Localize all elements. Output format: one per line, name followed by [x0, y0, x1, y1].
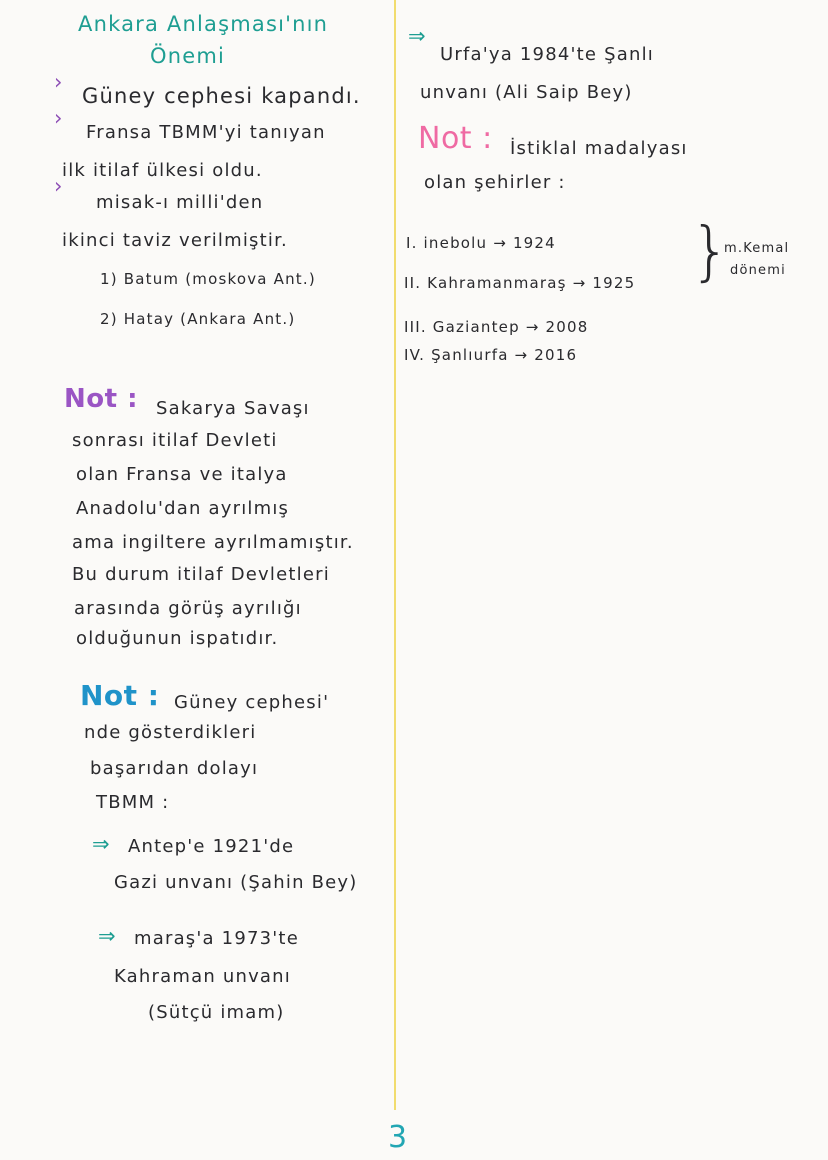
award-2-line-1: maraş'a 1973'te — [134, 928, 299, 949]
item-4: misak-ı milli'den — [96, 192, 264, 213]
city-item: I. inebolu → 1924 — [406, 234, 556, 252]
brace-note-line-1: m.Kemal — [724, 241, 790, 256]
column-divider — [394, 0, 396, 1110]
item-3: ilk itilaf ülkesi oldu. — [62, 160, 263, 181]
bullet-marker: › — [54, 70, 64, 94]
award-1-line-1: Antep'e 1921'de — [128, 836, 295, 857]
bullet-marker: › — [54, 106, 64, 130]
taviz-2: 2) Hatay (Ankara Ant.) — [100, 310, 296, 328]
note-2-label: Not : — [80, 679, 160, 712]
note-1-line: Sakarya Savaşı — [156, 398, 310, 419]
arrow-icon: ⇒ — [92, 832, 111, 856]
note-2-line: nde gösterdikleri — [84, 722, 257, 743]
note-2-line: başarıdan dolayı — [90, 758, 259, 779]
taviz-1: 1) Batum (moskova Ant.) — [100, 270, 316, 288]
award-3-line-1: Urfa'ya 1984'te Şanlı — [440, 44, 654, 65]
city-item: III. Gaziantep → 2008 — [404, 318, 589, 336]
title-line-1: Ankara Anlaşması'nın — [78, 12, 329, 36]
note-1-line: arasında görüş ayrılığı — [74, 598, 302, 619]
city-item: II. Kahramanmaraş → 1925 — [404, 274, 636, 292]
city-item: IV. Şanlıurfa → 2016 — [404, 346, 578, 364]
award-2-line-2: Kahraman unvanı — [114, 966, 291, 987]
note-1-line: olduğunun ispatıdır. — [76, 628, 279, 649]
bullet-marker: › — [54, 174, 64, 198]
arrow-icon: ⇒ — [98, 924, 117, 948]
note-3-line-1: İstiklal madalyası — [510, 138, 688, 159]
note-1-line: Bu durum itilaf Devletleri — [72, 564, 330, 585]
note-3-label: Not : — [418, 121, 493, 156]
note-1-line: sonrası itilaf Devleti — [72, 430, 278, 451]
note-3-line-2: olan şehirler : — [424, 172, 566, 193]
curly-brace-icon: } — [690, 215, 731, 289]
item-1: Güney cephesi kapandı. — [82, 84, 361, 108]
arrow-icon: ⇒ — [408, 24, 427, 48]
title-line-2: Önemi — [150, 44, 226, 68]
award-3-line-2: unvanı (Ali Saip Bey) — [420, 82, 633, 103]
note-1-line: ama ingiltere ayrılmamıştır. — [72, 532, 354, 553]
note-1-line: olan Fransa ve italya — [76, 464, 288, 485]
award-2-line-3: (Sütçü imam) — [148, 1002, 285, 1023]
brace-note-line-2: dönemi — [730, 263, 786, 278]
note-1-line: Anadolu'dan ayrılmış — [76, 498, 290, 519]
note-2-line: Güney cephesi' — [174, 692, 330, 713]
note-1-label: Not : — [64, 384, 138, 414]
award-1-line-2: Gazi unvanı (Şahin Bey) — [114, 872, 358, 893]
page-number: 3 — [388, 1120, 408, 1155]
note-2-line: TBMM : — [96, 792, 170, 813]
item-2: Fransa TBMM'yi tanıyan — [86, 122, 326, 143]
item-5: ikinci taviz verilmiştir. — [62, 230, 288, 251]
